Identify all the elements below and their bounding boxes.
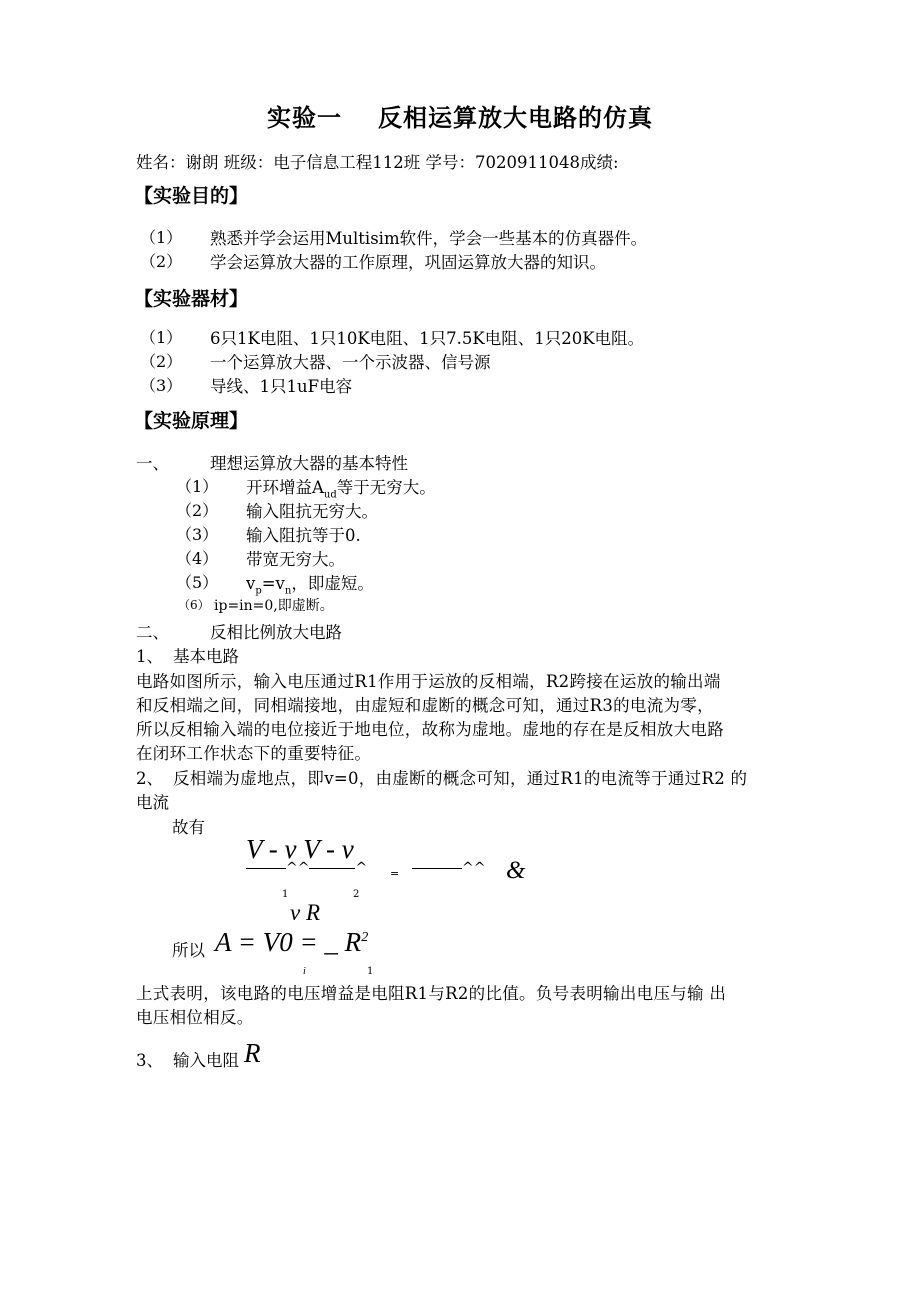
- purpose-item-num: （2）: [140, 252, 183, 271]
- guyou-label: 故有: [172, 818, 205, 837]
- purpose-item-text: 学会运算放大器的工作原理，巩固运算放大器的知识。: [210, 253, 606, 272]
- formula1-sub2: 2: [353, 889, 360, 900]
- item1-title: 基本电路: [173, 647, 239, 666]
- student-info-line: 姓名：谢朗 班级：电子信息工程112班 学号：7020911048成绩:: [136, 153, 619, 172]
- item2-text: 反相端为虚地点，即v=0，由虚断的概念可知，通过R1的电流等于通过R2 的: [173, 769, 748, 788]
- formula1-line: ^^ ^: [246, 860, 367, 876]
- paragraph-line: 所以反相输入端的电位接近于地电位，故称为虚地。虚地的存在是反相放大电路: [136, 720, 724, 739]
- prop-text: 开环增益$A_{ud}$等于无穷大。: [246, 478, 436, 501]
- title-part1: 实验一: [267, 104, 342, 132]
- material-item-num: （2）: [140, 352, 183, 371]
- section-heading-purpose: 【实验目的】: [134, 185, 249, 207]
- prop-num: （2）: [176, 501, 219, 520]
- item3-num: 3、: [136, 1051, 163, 1070]
- item2-num: 2、: [136, 769, 163, 788]
- prop-text: $v_p=v_n$，即虚短。: [246, 574, 374, 597]
- formula1-equals: =: [390, 867, 400, 880]
- title-part2: 反相运算放大电路的仿真: [378, 104, 653, 132]
- purpose-item-text: 熟悉并学会运用Multisim软件，学会一些基本的仿真器件。: [210, 229, 648, 248]
- material-item-num: （1）: [140, 328, 183, 347]
- paragraph-line: 上式表明，该电路的电压增益是电阻R1与R2的比值。负号表明输出电压与输 出: [136, 984, 727, 1003]
- prop-text: ip=in=0,即虚断。: [214, 598, 334, 614]
- material-item-text: 6只1K电阻、1只10K电阻、1只7.5K电阻、1只20K电阻。: [210, 329, 645, 348]
- paragraph-line: 电压相位相反。: [136, 1008, 254, 1027]
- item2-cont: 电流: [136, 793, 169, 812]
- prop-num: （4）: [176, 549, 219, 568]
- formula1-ampersand: &: [506, 857, 526, 884]
- formula1-sub1: 1: [282, 889, 289, 900]
- section-heading-principle: 【实验原理】: [134, 410, 249, 432]
- item3-R: R: [244, 1038, 261, 1068]
- prop-text: 输入阻抗等于0.: [246, 526, 361, 545]
- prop-text: 输入阻抗无穷大。: [246, 502, 378, 521]
- prop-text: 带宽无穷大。: [246, 550, 345, 569]
- purpose-item-num: （1）: [140, 228, 183, 247]
- paragraph-line: 电路如图所示，输入电压通过R1作用于运放的反相端，R2跨接在运放的输出端: [136, 672, 721, 691]
- prop-num: （1）: [176, 477, 219, 496]
- material-item-num: （3）: [140, 376, 183, 395]
- paragraph-line: 和反相端之间，同相端接地，由虚短和虚断的概念可知，通过R3的电流为零，: [136, 696, 714, 715]
- item3-title: 输入电阻: [173, 1051, 239, 1070]
- prop-num: （3）: [176, 525, 219, 544]
- principle-part2-num: 二、: [136, 623, 169, 642]
- formula2-sub-1: 1: [367, 966, 374, 977]
- principle-part1-title: 理想运算放大器的基本特性: [210, 454, 408, 473]
- formula2-sub-i: i: [303, 966, 306, 977]
- formula1-denominator: v R: [290, 900, 321, 925]
- material-item-text: 导线、1只1uF电容: [210, 377, 353, 396]
- material-item-text: 一个运算放大器、一个示波器、信号源: [210, 353, 491, 372]
- formula1-numerator: V - v V - v: [246, 834, 354, 864]
- item1-num: 1、: [136, 647, 163, 666]
- prop-num: （5）: [176, 573, 219, 592]
- paragraph-line: 在闭环工作状态下的重要特征。: [136, 744, 372, 763]
- section-heading-materials: 【实验器材】: [134, 288, 249, 310]
- principle-part1-num: 一、: [136, 454, 169, 473]
- page-title: [0, 98, 920, 133]
- suoyi-label: 所以: [172, 941, 205, 960]
- formula2: A = V0 = _ $R^2$: [215, 927, 369, 957]
- prop-num: （6）: [178, 598, 210, 612]
- formula1-line-right: ^^: [412, 860, 485, 876]
- principle-part2-title: 反相比例放大电路: [210, 623, 342, 642]
